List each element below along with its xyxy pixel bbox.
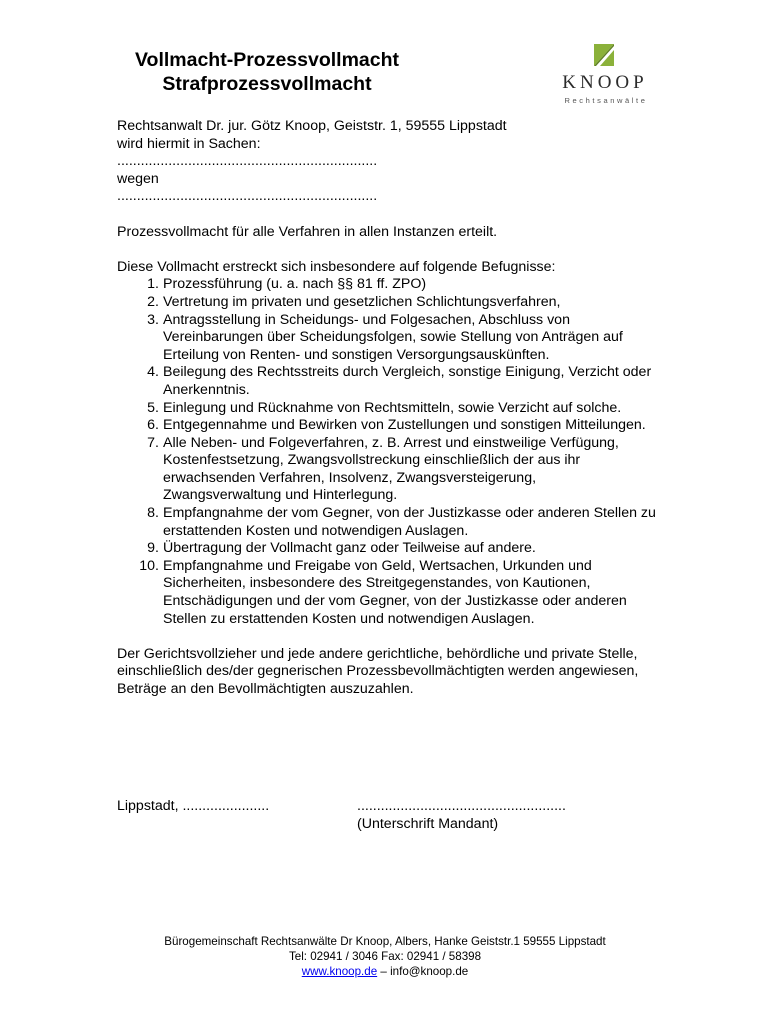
list-text: Antragsstellung in Scheidungs- und Folgesachen, Abschluss von Vereinbarungen über Scheidungsfolgen, sowie Stellung von Anträgen auf Erteilung von Renten- und sonstigen Versorgungsauskünften. <box>163 311 623 363</box>
list-number: 2. <box>147 293 159 310</box>
list-item <box>117 276 657 294</box>
footer-separator: – <box>380 965 387 978</box>
footer-email: info@knoop.de <box>390 965 469 978</box>
list-number: 5. <box>147 399 159 416</box>
matter-blank-line: .................................................................. <box>117 153 378 170</box>
list-text: Empfangnahme und Freigabe von Geld, Wertsachen, Urkunden und Sicherheiten, insbesondere des Streitgegenstandes, von Kautionen, Entschädigungen und der vom Gegner, von der Justizkasse oder anderen Stellen zu erstattenden Kosten und notwendigen Auslagen. <box>163 557 627 627</box>
subject-blank-line: .................................................................. <box>117 188 378 205</box>
footer-phone: Tel: 02941 / 3046 Fax: 02941 / 58398 <box>288 950 482 963</box>
list-number: 1. <box>147 276 159 293</box>
wegen-label: wegen <box>117 170 159 187</box>
list-text: Entgegennahme und Bewirken von Zustellungen und sonstigen Mitteilungen. <box>163 417 646 434</box>
signature-caption: (Unterschrift Mandant) <box>357 815 499 832</box>
list-item <box>117 294 657 312</box>
list-item <box>117 558 657 628</box>
title-line-2: Strafprozessvollmacht <box>162 73 372 95</box>
powers-heading: Diese Vollmacht erstreckt sich insbesondere auf folgende Befugnisse: <box>117 258 556 275</box>
list-item <box>117 540 657 558</box>
power-statement: Prozessvollmacht für alle Verfahren in allen Instanzen erteilt. <box>117 223 498 240</box>
knoop-logo <box>558 44 652 104</box>
list-number: 7. <box>147 434 159 451</box>
document-title <box>112 48 422 96</box>
page-footer <box>60 934 710 979</box>
list-text: Übertragung der Vollmacht ganz oder Teilweise auf andere. <box>163 540 536 557</box>
list-item <box>117 312 657 365</box>
list-number: 6. <box>147 417 159 434</box>
signature-place: Lippstadt, ...................... <box>117 798 270 814</box>
footer-contact <box>60 964 710 979</box>
logo-name: KNOOP <box>562 72 648 93</box>
powers-list <box>117 276 657 628</box>
list-item <box>117 364 657 399</box>
list-text: Beilegung des Rechtsstreits durch Vergleich, sonstige Einigung, Verzicht oder Anerkenntnis. <box>163 364 652 398</box>
list-item <box>117 400 657 418</box>
list-number: 3. <box>147 311 159 328</box>
closing-paragraph: Der Gerichtsvollzieher und jede andere gerichtliche, behördliche und private Stelle, einschließlich des/der gegnerischen Prozessbevollmächtigten werden angewiesen, Beträge an den Bevollmächtigten auszuzahlen. <box>117 645 639 697</box>
list-text: Einlegung und Rücknahme von Rechtsmitteln, sowie Verzicht auf solche. <box>163 399 622 416</box>
list-number: 4. <box>147 364 159 381</box>
list-item <box>117 435 657 505</box>
list-text: Prozessführung (u. a. nach §§ 81 ff. ZPO) <box>163 276 427 293</box>
list-number: 9. <box>147 540 159 557</box>
website-link[interactable]: www.knoop.de <box>301 965 378 978</box>
list-item <box>117 417 657 435</box>
attorney-line: Rechtsanwalt Dr. jur. Götz Knoop, Geiststr. 1, 59555 Lippstadt <box>117 118 507 134</box>
title-line-1: Vollmacht-Prozessvollmacht <box>134 49 400 71</box>
list-number: 8. <box>147 505 159 522</box>
footer-address: Bürogemeinschaft Rechtsanwälte Dr Knoop, Albers, Hanke Geiststr.1 59555 Lippstadt <box>164 935 606 948</box>
list-text: Empfangnahme der vom Gegner, von der Justizkasse oder anderen Stellen zu erstattenden Kosten und notwendigen Auslagen. <box>163 505 656 539</box>
list-number: 10. <box>139 557 159 574</box>
signature-line: ..................................................... <box>357 798 566 814</box>
logo-mark-icon <box>594 44 614 66</box>
signature-block <box>357 798 566 833</box>
list-item <box>117 505 657 540</box>
list-text: Vertretung im privaten und gesetzlichen Schlichtungsverfahren, <box>163 293 561 310</box>
logo-subtitle: Rechtsanwälte <box>564 96 648 105</box>
document-body <box>117 118 657 699</box>
list-text: Alle Neben- und Folgeverfahren, z. B. Arrest und einstweilige Verfügung, Kostenfestsetzung, Zwangsvollstreckung einschließlich der aus ihr erwachsenden Verfahren, Insolvenz, Zwangsversteigerung, Zwangsverwaltung und Hinterlegung. <box>163 434 619 504</box>
matter-label: wird hiermit in Sachen: <box>117 135 261 152</box>
